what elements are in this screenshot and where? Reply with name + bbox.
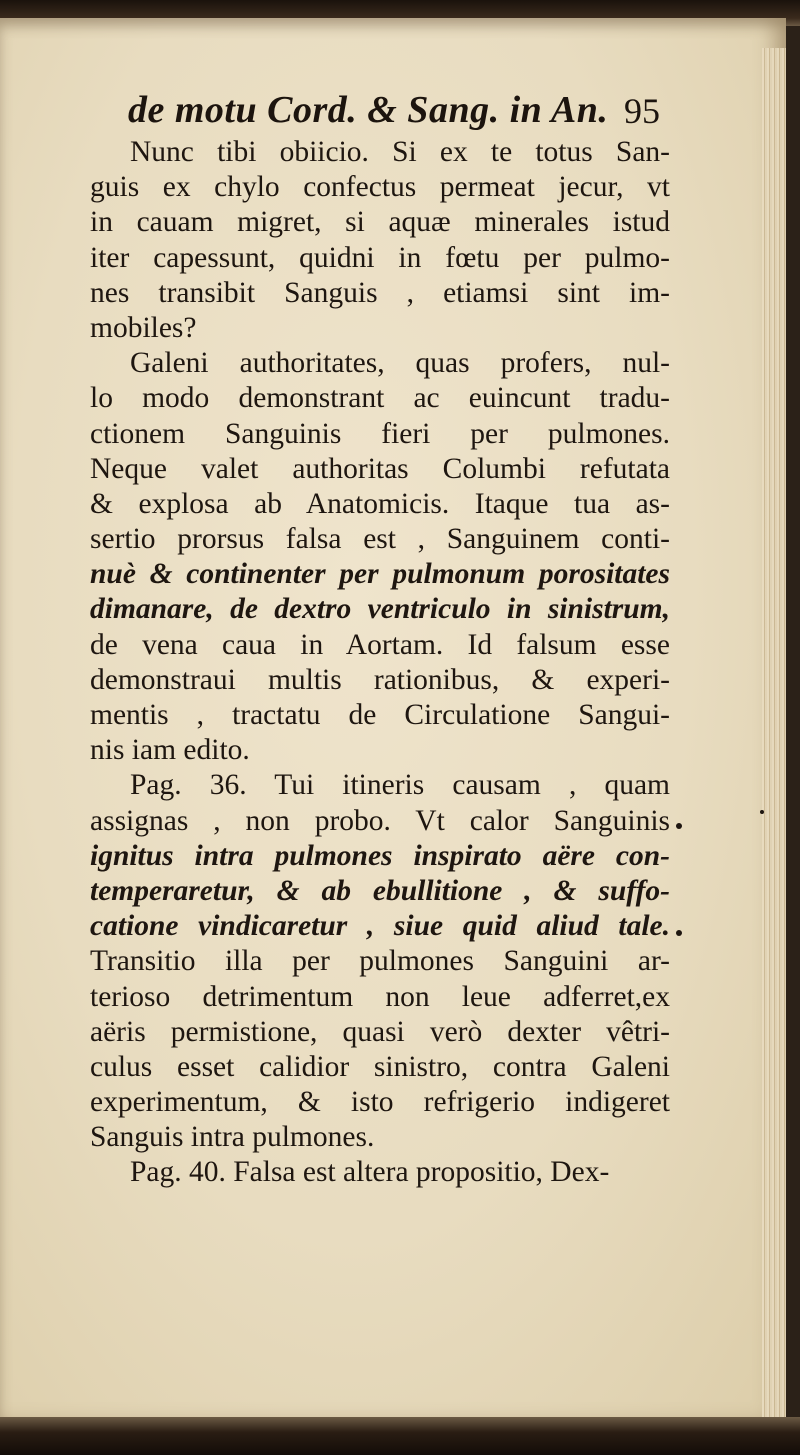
ink-speck <box>676 823 682 829</box>
book-bottom-edge <box>0 1417 800 1455</box>
ink-speck <box>676 930 682 936</box>
text-line: demonstraui multis rationibus, & experi- <box>90 663 670 696</box>
text-line: nis iam edito. <box>90 734 250 767</box>
text-line-italic: temperaretur, & ab ebullitione , & suffo- <box>90 874 670 907</box>
page-fore-edge <box>762 48 786 1438</box>
text-line: Transitio illa per pulmones Sanguini ar- <box>90 945 670 978</box>
body-text <box>90 135 670 1191</box>
text-line: experimentum, & isto refrigerio indigeret <box>90 1086 670 1119</box>
text-line: nes transibit Sanguis , etiamsi sint im- <box>90 276 670 309</box>
text-line-italic: catione vindicaretur , siue quid aliud tale. <box>90 910 670 943</box>
page-header <box>128 88 668 134</box>
text-line: assignas , non probo. Vt calor Sanguinis <box>90 804 670 837</box>
text-line: ctionem Sanguinis fieri per pulmones. <box>90 417 670 450</box>
text-line: in cauam migret, si aquæ minerales istud <box>90 206 670 239</box>
page-number: 95 <box>624 91 660 131</box>
text-line: de vena caua in Aortam. Id falsum esse <box>90 628 670 661</box>
text-line-italic: nuè & continenter per pulmonum porositates <box>90 558 670 591</box>
text-line: lo modo demonstrant ac euincunt tradu- <box>90 382 670 415</box>
text-line: sertio prorsus falsa est , Sanguinem conti- <box>90 523 670 556</box>
text-line: guis ex chylo confectus permeat jecur, vt <box>90 171 670 204</box>
text-line: teriosо detrimentum non leue adferret,ex <box>90 980 670 1013</box>
text-line-italic: ignitus intra pulmones inspirato aëre con- <box>90 839 670 872</box>
text-line: Neque valet authoritas Columbi refutata <box>90 452 670 485</box>
text-line: mobiles? <box>90 311 197 344</box>
text-line: aëris permistione, quasi verò dexter vêtri- <box>90 1015 670 1048</box>
running-title: de motu Cord. & Sang. in An. <box>128 89 609 131</box>
ink-speck <box>760 810 764 814</box>
text-line-italic: dimanare, de dextro ventriculo in sinistrum, <box>90 593 670 626</box>
text-line: Galeni authoritates, quas profers, nul- <box>130 347 670 380</box>
text-line: Nunc tibi obiicio. Si ex te totus San- <box>130 136 670 168</box>
text-line: Pag. 40. Falsa est altera propositio, Dex- <box>130 1156 610 1189</box>
text-line: culus esset calidior sinistro, contra Galeni <box>90 1050 670 1083</box>
text-line: & explosa ab Anatomicis. Itaque tua as- <box>90 487 670 520</box>
text-line: iter capessunt, quidni in fœtu per pulmo- <box>90 241 670 274</box>
text-line: mentis , tractatu de Circulatione Sangui- <box>90 699 670 731</box>
text-line: Pag. 36. Tui itineris causam , quam <box>130 769 670 802</box>
text-line: Sanguis intra pulmones. <box>90 1121 375 1154</box>
